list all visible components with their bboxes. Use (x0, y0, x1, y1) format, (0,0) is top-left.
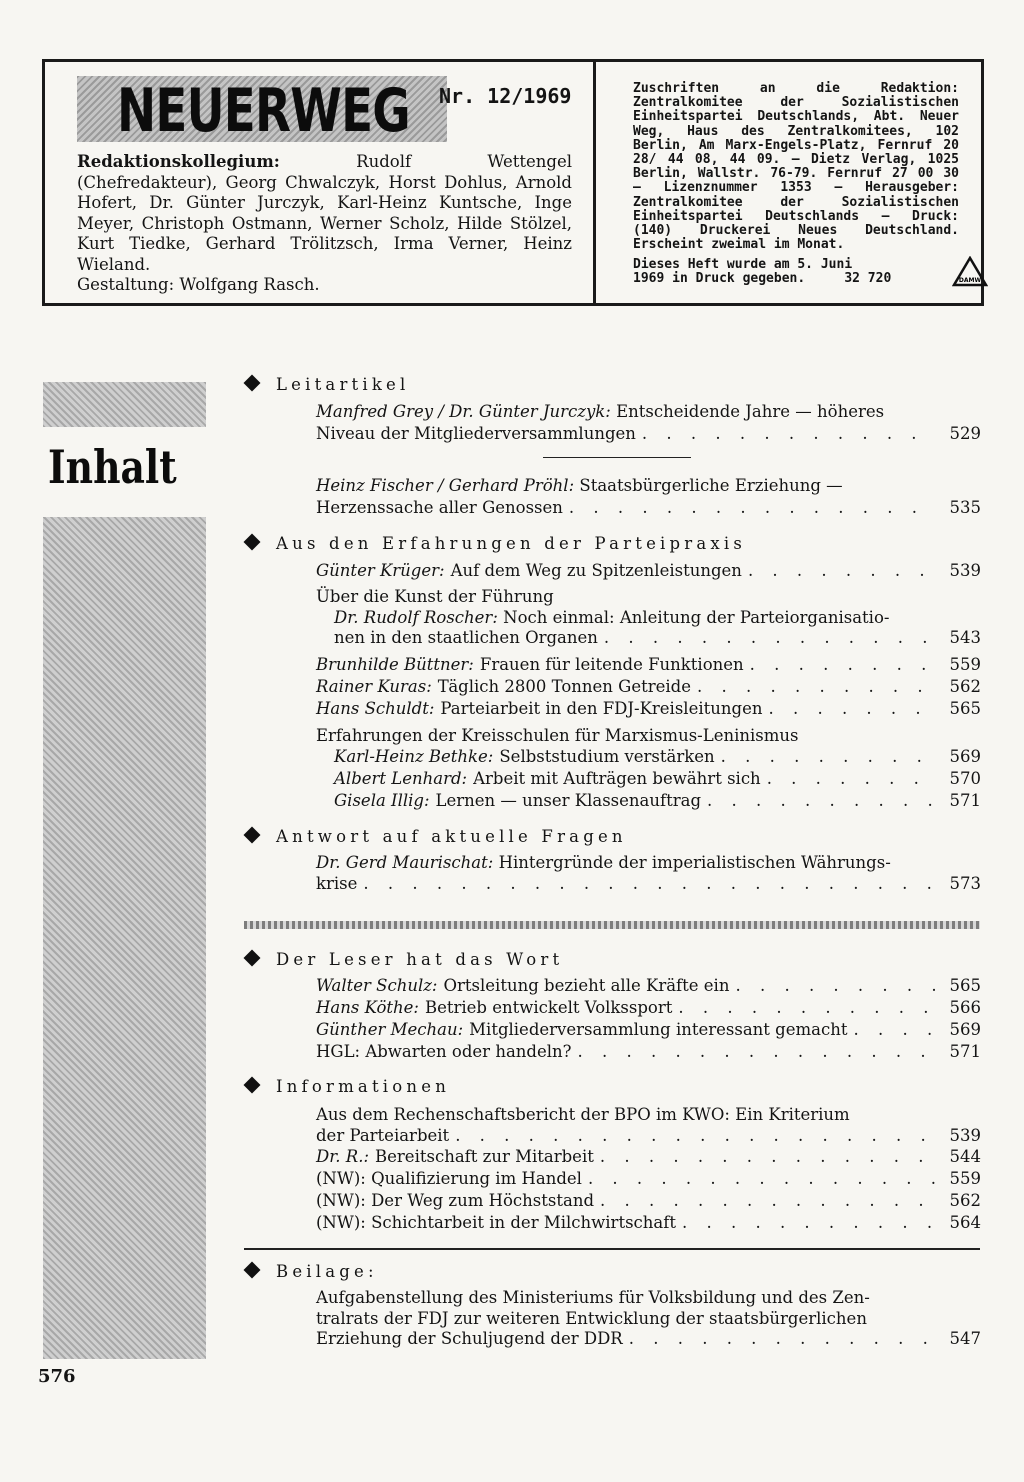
toc-entry (316, 1125, 981, 1147)
toc-entry-line: Aufgabenstellung des Ministeriums für Volksbildung und des Zen- (316, 1288, 870, 1307)
printer-triangle-icon (952, 256, 988, 288)
entry-title-cont: nen in den staatlichen Organen (334, 628, 598, 647)
entry-title-cont: Herzenssache aller Genossen (316, 498, 563, 517)
masthead-box (42, 59, 984, 306)
leader-dots (604, 627, 935, 649)
entry-page: 535 (949, 498, 981, 517)
entry-title: Bereitschaft zur Mitarbeit (375, 1147, 594, 1166)
entry-title: Arbeit mit Aufträgen bewährt sich (473, 769, 761, 788)
toc-entry (334, 768, 981, 790)
dotted-separator (244, 921, 980, 929)
print-date-line-2: 1969 in Druck gegeben. 32 720 (633, 271, 892, 287)
page-number: 576 (38, 1366, 76, 1387)
print-code: 32 720 (844, 271, 892, 287)
diamond-icon (244, 375, 261, 392)
section-heading-leser: Der Leser hat das Wort (244, 950, 563, 969)
entry-title: (NW): Qualifizierung im Handel (316, 1169, 582, 1188)
entry-author: Brunhilde Büttner: (316, 655, 474, 674)
leader-dots (721, 746, 935, 768)
toc-entry (316, 560, 981, 582)
toc-entry (316, 676, 981, 698)
entry-title-cont: der Parteiarbeit (316, 1126, 450, 1145)
toc-entry (316, 1019, 981, 1041)
diamond-icon (244, 1262, 261, 1279)
entry-author: Gisela Illig: (334, 791, 430, 810)
toc-entry (316, 423, 981, 445)
toc-entry (316, 975, 981, 997)
sidebar-bar (43, 517, 206, 1359)
entry-author: Dr. Rudolf Roscher: (334, 608, 498, 627)
entry-author: Heinz Fischer / Gerhard Pröhl: (316, 476, 575, 495)
toc-entry-line (334, 607, 981, 629)
entry-title-cont: Erziehung der Schuljugend der DDR (316, 1329, 623, 1348)
entry-page: 544 (949, 1147, 981, 1166)
entry-page: 529 (949, 424, 981, 443)
entry-page: 566 (949, 998, 981, 1017)
entry-title: Täglich 2800 Tonnen Getreide (437, 677, 692, 696)
toc-entry (316, 997, 981, 1019)
toc-entry (316, 1041, 981, 1063)
diamond-icon (244, 1077, 261, 1094)
toc-entry (316, 654, 981, 676)
leader-dots (768, 698, 935, 720)
entry-title: Ortsleitung bezieht alle Kräfte ein (443, 976, 730, 995)
toc-entry (316, 873, 981, 895)
section-heading-beilage: Beilage: (244, 1262, 378, 1281)
entry-title: Hintergründe der imperialistischen Währungs- (498, 853, 891, 872)
leader-dots (750, 654, 935, 676)
entry-title: Mitgliederversammlung interessant gemacht (469, 1020, 848, 1039)
entry-author: Manfred Grey / Dr. Günter Jurczyk: (316, 402, 611, 421)
entry-author: Hans Köthe: (316, 998, 419, 1017)
entry-title: (NW): Schichtarbeit in der Milchwirtschaft (316, 1213, 676, 1232)
entry-title: HGL: Abwarten oder handeln? (316, 1042, 572, 1061)
toc-entry (316, 1190, 981, 1212)
subheading: Erfahrungen der Kreisschulen für Marxismus-Leninismus (316, 726, 799, 745)
entry-page: 565 (949, 699, 981, 718)
editors-label: Redaktionskollegium: (77, 152, 280, 171)
section-heading-informationen: Informationen (244, 1077, 450, 1096)
entry-title-cont: krise (316, 874, 358, 893)
leader-dots (767, 768, 935, 790)
entry-page: 562 (949, 1191, 981, 1210)
diamond-icon (244, 534, 261, 551)
entry-author: Hans Schuldt: (316, 699, 435, 718)
toc-entry (316, 1328, 981, 1350)
diamond-icon (244, 827, 261, 844)
leader-dots (363, 873, 935, 895)
section-heading-leitartikel: Leitartikel (244, 375, 410, 394)
entry-page: 570 (949, 769, 981, 788)
toc-entry (316, 698, 981, 720)
leader-dots (853, 1019, 935, 1041)
leader-dots (455, 1125, 935, 1147)
entry-title: Lernen — unser Klassenauftrag (435, 791, 702, 810)
leader-dots (577, 1041, 935, 1063)
toc-entry (316, 1146, 981, 1168)
newspaper-logo (77, 76, 447, 146)
entry-title: Selbststudium verstärken (499, 747, 715, 766)
leader-dots (629, 1328, 935, 1350)
entry-author: Walter Schulz: (316, 976, 438, 995)
leader-dots (569, 497, 935, 519)
toc-entry (316, 497, 981, 519)
entry-title: Betrieb entwickelt Volkssport (424, 998, 673, 1017)
toc-entry (334, 790, 981, 812)
entry-author: Günther Mechau: (316, 1020, 464, 1039)
toc-entry-line (316, 852, 981, 874)
toc-entry-line: Aus dem Rechenschaftsbericht der BPO im KWO: Ein Kriterium (316, 1105, 850, 1124)
leader-dots (682, 1212, 935, 1234)
leader-dots (678, 997, 935, 1019)
entry-page: 565 (949, 976, 981, 995)
leader-dots (707, 790, 935, 812)
entry-title: Entscheidende Jahre — höheres (616, 402, 885, 421)
print-info (633, 258, 913, 286)
separator-rule (543, 457, 691, 458)
entry-author: Rainer Kuras: (316, 677, 432, 696)
subheading: Über die Kunst der Führung (316, 587, 554, 606)
entry-title: Parteiarbeit in den FDJ-Kreisleitungen (440, 699, 763, 718)
design-credit: Gestaltung: Wolfgang Rasch. (77, 275, 320, 294)
leader-dots (642, 423, 935, 445)
separator-rule (244, 1248, 980, 1250)
entry-title: Staatsbürgerliche Erziehung — (579, 476, 843, 495)
section-heading-parteipraxis: Aus den Erfahrungen der Parteipraxis (244, 534, 746, 553)
leader-dots (588, 1168, 935, 1190)
entry-page: 571 (949, 791, 981, 810)
entry-page: 539 (949, 561, 981, 580)
entry-author: Karl-Heinz Bethke: (334, 747, 494, 766)
entry-author: Günter Krüger: (316, 561, 445, 580)
entry-page: 547 (949, 1329, 981, 1348)
entry-page: 569 (949, 747, 981, 766)
entry-page: 539 (949, 1126, 981, 1145)
entry-title: (NW): Der Weg zum Höchststand (316, 1191, 595, 1210)
toc-entry (316, 1168, 981, 1190)
masthead-divider (593, 62, 596, 303)
entry-page: 564 (949, 1213, 981, 1232)
triangle-label: DAMW (958, 277, 982, 284)
entry-page: 559 (949, 1169, 981, 1188)
toc-entry (334, 627, 981, 649)
entry-title: Frauen für leitende Funktionen (479, 655, 744, 674)
leader-dots (600, 1146, 935, 1168)
editorial-board (77, 152, 572, 296)
contact-info: Zuschriften an die Redaktion: Zentralkomitee der Sozialistischen Einheitspartei Deutschlands, Abt. Neuer Weg, Haus des Zentralkomitees, 102 Berlin, Am Marx-Engels-Platz, Fernruf 20 28/ 44 08, 44 09. — Dietz Verlag, 1025 Berlin, Wallstr. 76-79. Fernruf 27 00 30 — Lizenznummer 1353 — Herausgeber: Zentralkomitee der Sozialistischen Einheitspartei Deutschlands — Druck: (140) Druckerei Neues Deutschland. Erscheint zweimal im Monat. (633, 81, 959, 253)
entry-page: 543 (949, 628, 981, 647)
toc-entry-line: tralrats der FDJ zur weiteren Entwicklung der staatsbürgerlichen (316, 1309, 867, 1328)
toc-entry (334, 746, 981, 768)
toc-entry-line (316, 401, 981, 423)
leader-dots (748, 560, 935, 582)
entry-page: 569 (949, 1020, 981, 1039)
toc-entry (316, 1212, 981, 1234)
leader-dots (600, 1190, 935, 1212)
entry-title: Auf dem Weg zu Spitzenleistungen (450, 561, 742, 580)
toc-entry-line (316, 475, 981, 497)
entry-page: 559 (949, 655, 981, 674)
entry-author: Dr. Gerd Maurischat: (316, 853, 494, 872)
entry-page: 573 (949, 874, 981, 893)
entry-author: Albert Lenhard: (334, 769, 468, 788)
print-date-line: Dieses Heft wurde am 5. Juni (633, 257, 853, 272)
entry-author: Dr. R.: (316, 1147, 370, 1166)
issue-number: Nr. 12/1969 (439, 84, 572, 108)
diamond-icon (244, 950, 261, 967)
entry-title-cont: Niveau der Mitgliederversammlungen (316, 424, 636, 443)
section-heading-antwort: Antwort auf aktuelle Fragen (244, 827, 627, 846)
leader-dots (697, 676, 935, 698)
sidebar-top-block (43, 382, 206, 427)
leader-dots (735, 975, 935, 997)
sidebar-title: Inhalt (48, 440, 177, 494)
entry-page: 571 (949, 1042, 981, 1061)
entry-page: 562 (949, 677, 981, 696)
entry-title: Noch einmal: Anleitung der Parteiorganisatio- (503, 608, 890, 627)
logo-text: NEUERWEG (117, 76, 410, 146)
editors-list: Rudolf Wettengel (Chefredakteur), Georg Chwalczyk, Horst Dohlus, Arnold Hofert, Dr. Günter Jurczyk, Karl-Heinz Kuntsche, Inge Meyer, Christoph Ostmann, Werner Scholz, Hilde Stölzel, Kurt Tiedke, Gerhard Trölitzsch, Irma Verner, Heinz Wieland. (77, 152, 572, 274)
